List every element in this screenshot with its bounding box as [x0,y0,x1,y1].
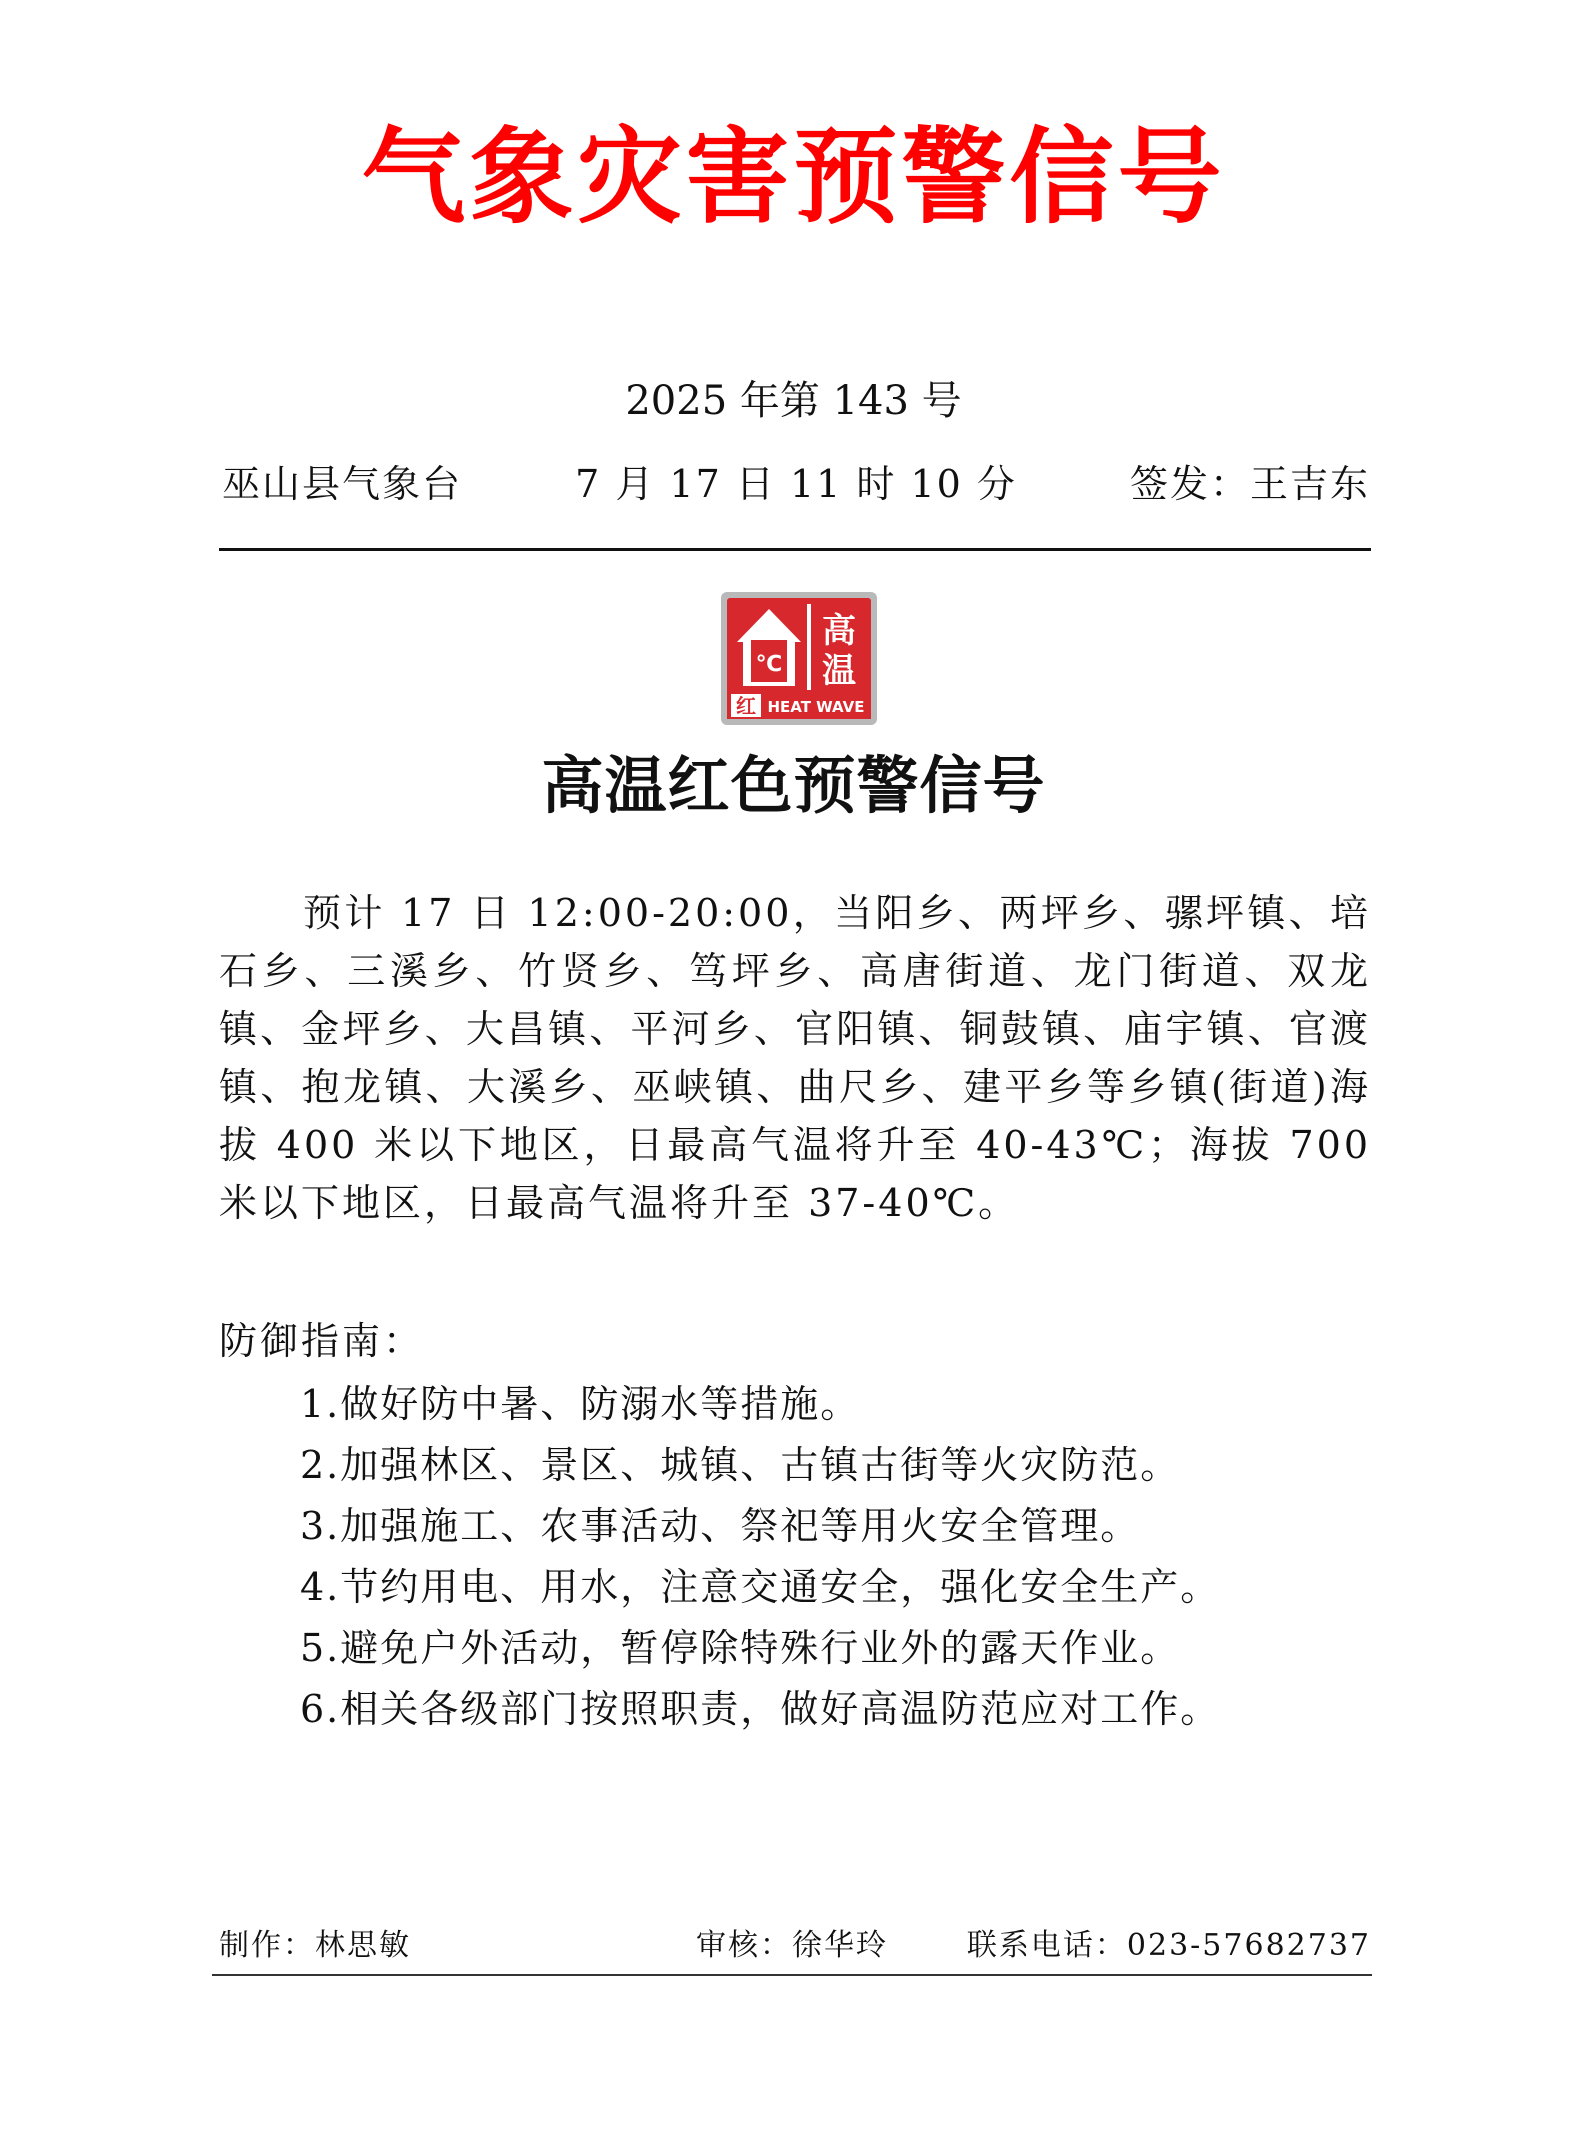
guide-item: 5.避免户外活动，暂停除特殊行业外的露天作业。 [300,1626,1181,1670]
footer-reviewer: 审核：徐华玲 [696,1928,888,1963]
signer: 签发：王吉东 [1129,462,1370,506]
issue-number: 2025 年第 143 号 [625,378,962,424]
guide-item: 3.加强施工、农事活动、祭祀等用火安全管理。 [300,1504,1141,1548]
guide-item: 6.相关各级部门按照职责，做好高温防范应对工作。 [300,1687,1221,1731]
guide-list [300,1374,1370,1740]
signal-heading: 高温红色预警信号 [541,749,1046,822]
header-divider [219,548,1371,551]
issue-time: 7 月 17 日 11 时 10 分 [575,462,1017,506]
heat-wave-red-signal-icon [721,592,877,725]
footer-contact: 联系电话：023-57682737 [966,1928,1371,1963]
icon-english-label: HEAT WAVE [767,698,865,716]
icon-label-bottom: 温 [822,651,856,691]
guide-item: 4.节约用电、用水，注意交通安全，强化安全生产。 [300,1565,1221,1609]
icon-level-char: 红 [736,694,756,718]
issuer: 巫山县气象台 [222,462,463,506]
footer-divider [212,1974,1372,1976]
guide-heading: 防御指南： [219,1319,425,1363]
page-title: 气象灾害预警信号 [361,115,1226,238]
footer-maker: 制作：林思敏 [219,1928,411,1963]
meta-row [222,462,1370,508]
forecast-paragraph: 预计 17 日 12:00-20:00，当阳乡、两坪乡、骡坪镇、培石乡、三溪乡、竹贤乡、笃坪乡、高唐街道、龙门街道、双龙镇、金坪乡、大昌镇、平河乡、官阳镇、铜鼓镇、庙宇镇、官渡镇、抱龙镇、大溪乡、巫峡镇、曲尺乡、建平乡等乡镇(街道)海拔 400 米以下地区，日最高气温将升至 40-43℃；海拔 700 米以下地区，日最高气温将升至 37-40℃。 [219,891,1371,1225]
guide-item: 2.加强林区、景区、城镇、古镇古街等火灾防范。 [300,1443,1181,1487]
celsius-icon: ℃ [755,652,783,677]
icon-label-top: 高 [822,611,856,651]
guide-item: 1.做好防中暑、防溺水等措施。 [300,1382,861,1426]
